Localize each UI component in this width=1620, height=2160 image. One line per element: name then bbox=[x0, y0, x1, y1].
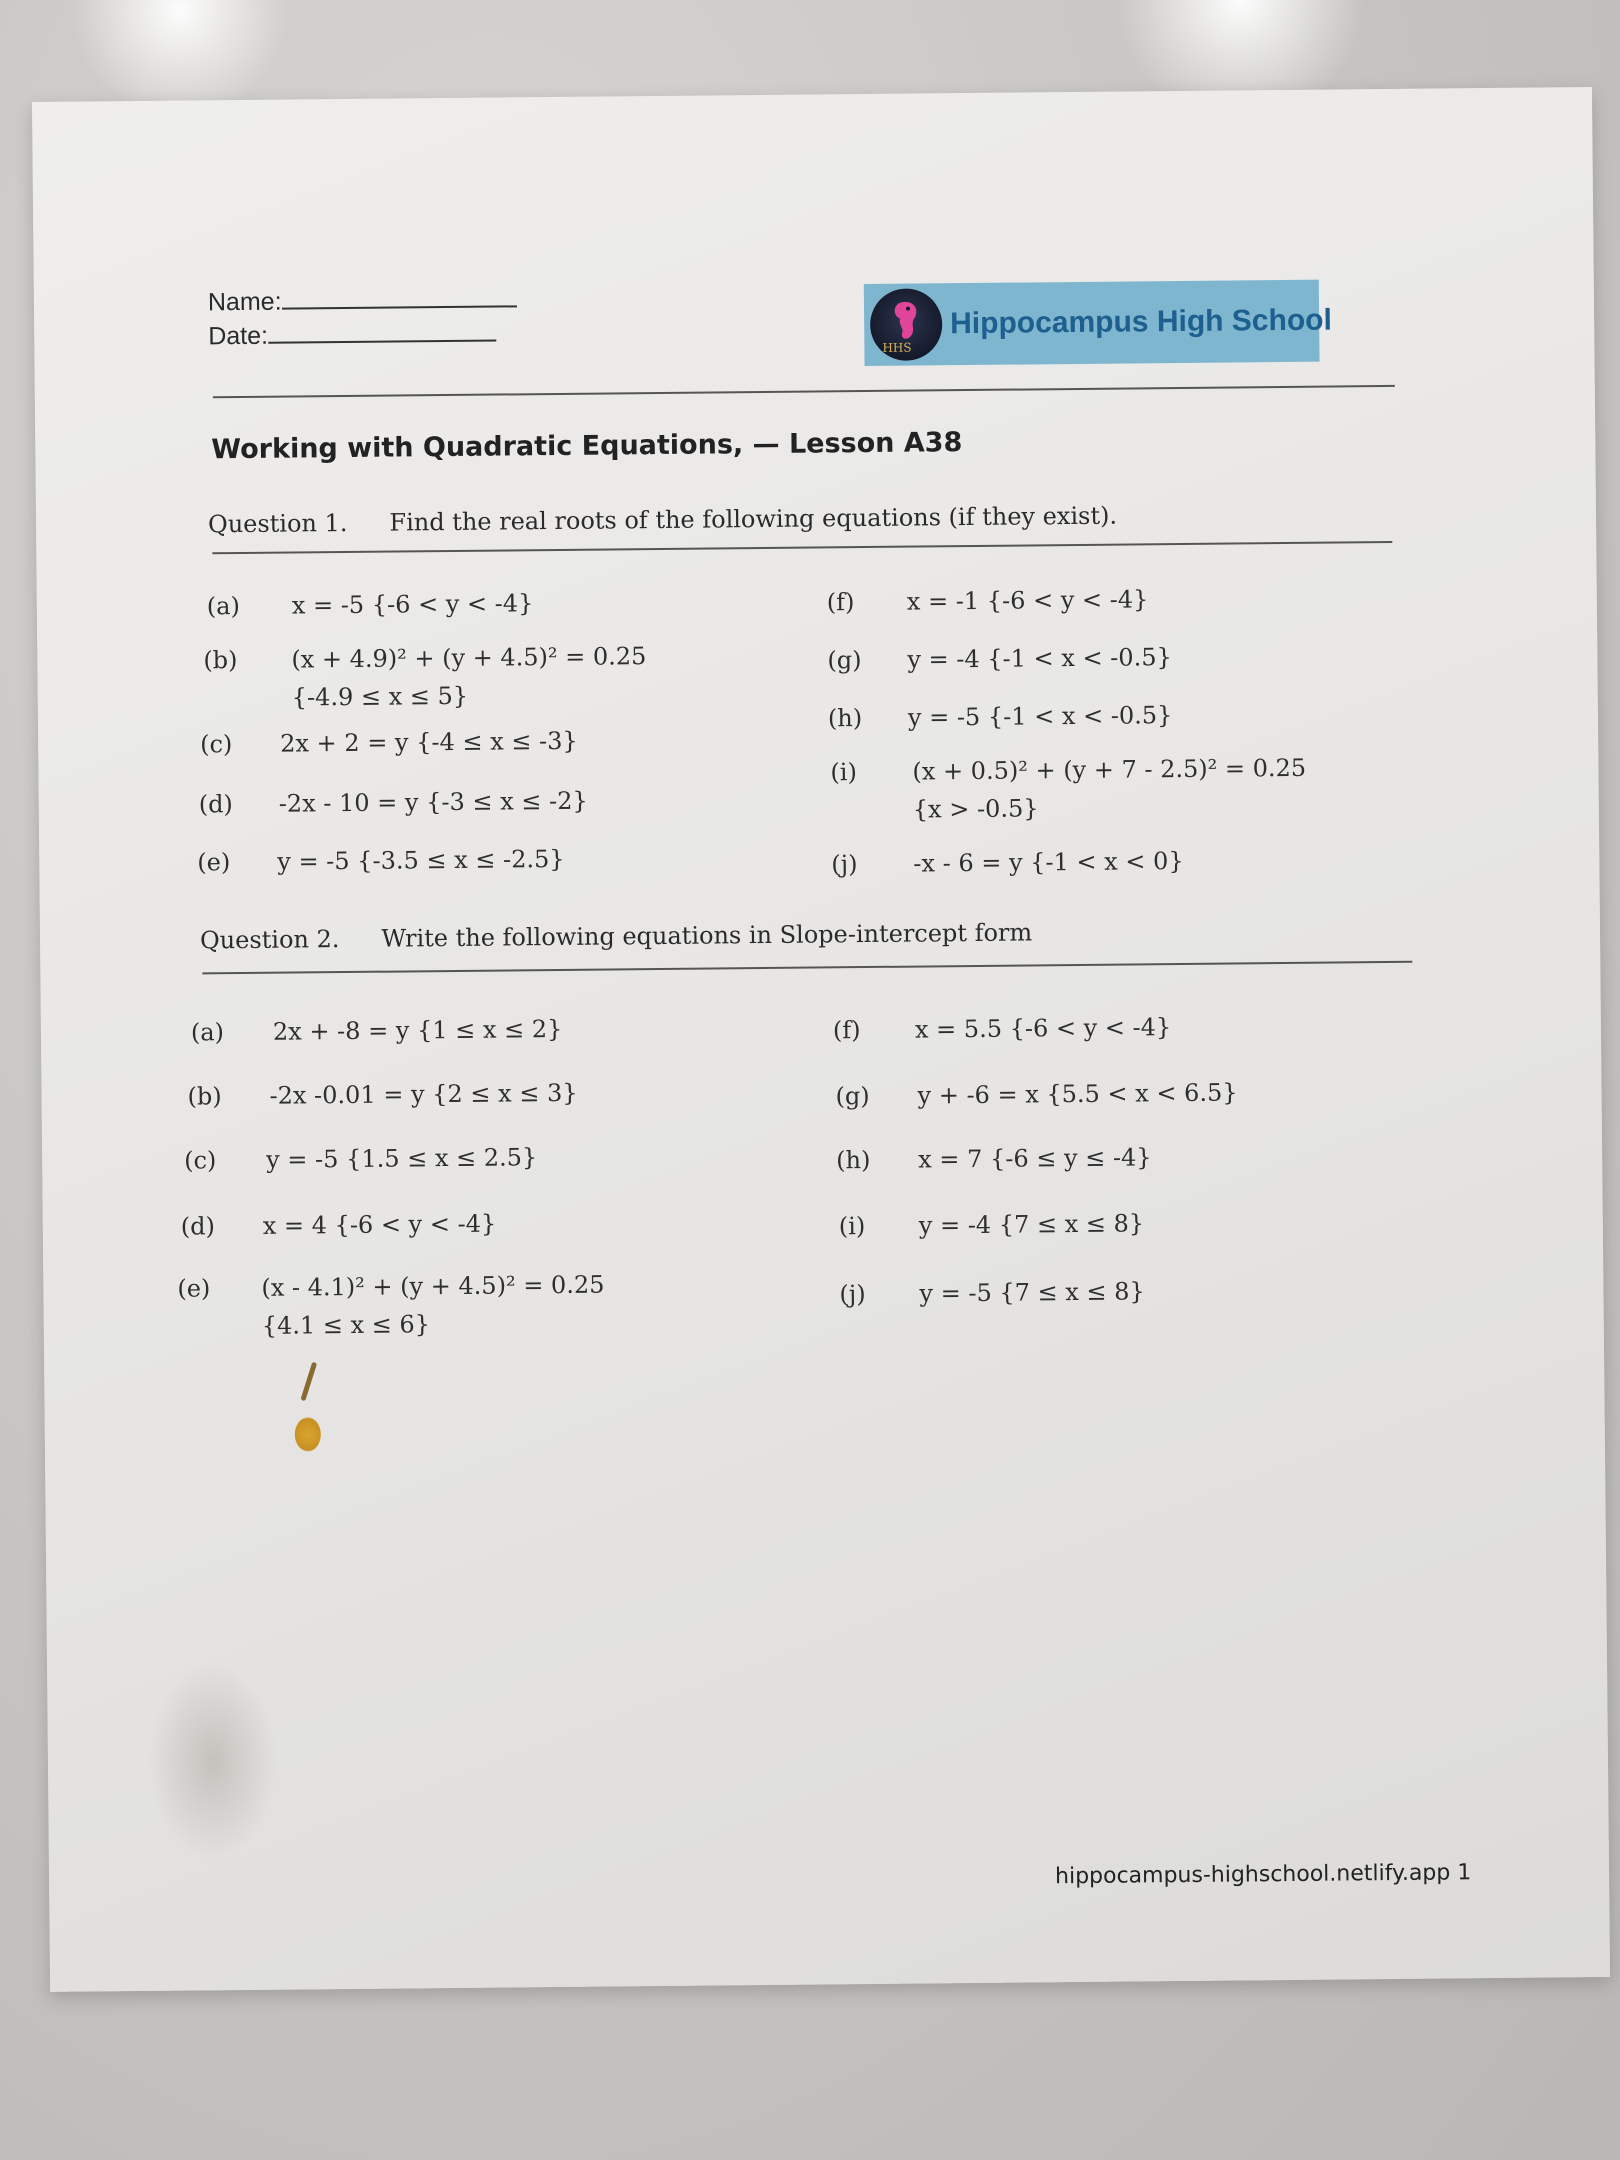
question-2-divider bbox=[202, 961, 1412, 974]
question-2-prompt: Write the following equations in Slope-intercept form bbox=[381, 918, 1033, 953]
question-1-number: Question 1. bbox=[207, 508, 348, 539]
name-blank-line bbox=[282, 305, 517, 309]
light-glare-left bbox=[60, 0, 300, 110]
question-2-number: Question 2. bbox=[199, 925, 340, 955]
school-name: Hippocampus High School bbox=[950, 303, 1332, 341]
header-divider bbox=[213, 385, 1395, 398]
date-field bbox=[208, 320, 496, 352]
date-label: Date: bbox=[208, 321, 269, 351]
smudge-stain bbox=[147, 1660, 279, 1861]
date-blank-line bbox=[268, 340, 496, 344]
footer-url-page-number: hippocampus-highschool.netlify.app 1 bbox=[1054, 1860, 1472, 1890]
pencil-mark bbox=[300, 1362, 317, 1402]
question-1-divider bbox=[212, 541, 1392, 554]
seahorse-logo-icon bbox=[870, 288, 943, 361]
question-1-prompt: Find the real roots of the following equations (if they exist). bbox=[389, 501, 1118, 537]
name-label: Name: bbox=[207, 287, 282, 317]
question-1-heading bbox=[208, 502, 1117, 539]
worksheet-page: Name: Date: HHS Hippocampus High School Working with Quadratic Equations, — Lesson A38 Question 1. Find the real roots of the following equations (if they exist). (a) x = -5 {-6 < y < -4} (b) (x + 4.9)² + (y + 4.5)² = 0.25 {-4.9 ≤ x ≤ 5} (c) 2x + 2 = y {-4 ≤ x ≤ -3} (d) -2x - 10 = y {-3 ≤ x ≤ -2} (e) y = -5 {-3.5 ≤ x ≤ -2.5} (f) x = -1 {-6 < y < -4} (g) y = -4 {-1 < x < -0.5} (h) y = -5 {-1 < x < -0.5} (i) (x + 0.5)² + (y + 7 - 2.5)² = 0.25 {x > -0.5} (j) -x - 6 = y {-1 < x < 0} Question 2. Write the following equations in Slope-intercept form (a) 2x + -8 = y {1 ≤ x ≤ 2} (b) -2x -0.01 = y {2 ≤ x ≤ 3} (c) y = -5 {1.5 ≤ x ≤ 2.5} (d) x = 4 {-6 < y < -4} (e) (x - 4.1)² + (y + 4.5)² = 0.25 {4.1 ≤ x ≤ 6} (f) x = 5.5 {-6 < y < -4} (g) y + -6 = x {5.5 < x < 6.5} (h) x = 7 {-6 ≤ y ≤ -4} (i) y = -4 {7 ≤ x ≤ 8} (j) y = -5 {7 ≤ x ≤ 8} hippocampus-highschool.netlify.app 1 bbox=[32, 87, 1610, 1992]
question-2-heading bbox=[200, 918, 1032, 954]
logo-initials: HHS bbox=[882, 340, 912, 355]
school-logo-banner bbox=[864, 280, 1332, 366]
name-field bbox=[208, 285, 517, 317]
worksheet-title: Working with Quadratic Equations, — Lesson A38 bbox=[211, 427, 963, 466]
yellow-stain bbox=[295, 1417, 321, 1451]
